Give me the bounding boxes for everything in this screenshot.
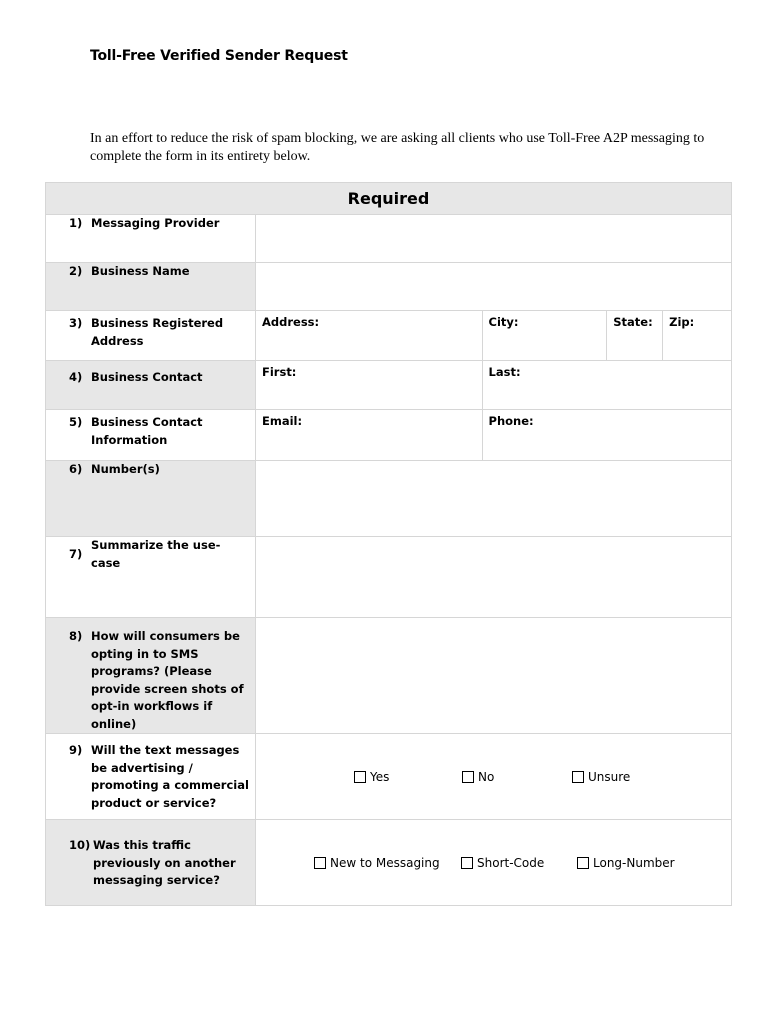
request-form-table (45, 182, 732, 906)
contact-information-cell (256, 410, 732, 461)
option-label: No (478, 770, 495, 784)
business-address-cell (256, 311, 732, 361)
option-label: Short-Code (477, 856, 545, 870)
option-no[interactable] (462, 770, 494, 784)
row-label-text: Was this traffic previously on another messaging service? (93, 838, 236, 887)
option-label: Unsure (588, 770, 631, 784)
row-label-business-name (46, 263, 256, 311)
checkbox-icon[interactable] (462, 771, 474, 783)
option-yes[interactable] (354, 770, 389, 784)
use-case-input[interactable] (256, 537, 732, 618)
zip-input[interactable]: Zip: (662, 311, 731, 360)
row-label-text: Messaging Provider (91, 216, 220, 230)
advertising-options-cell (256, 734, 732, 820)
email-input[interactable]: Email: (262, 414, 303, 428)
row-number: 7) (69, 546, 83, 561)
row-number: 2) (69, 264, 83, 278)
row-label-business-address (46, 311, 256, 361)
option-short-code[interactable] (461, 856, 544, 870)
intro-text: In an effort to reduce the risk of spam blocking, we are asking all clients who use Toll-Free A2P messaging to complete the form in its entirety below. (90, 131, 705, 164)
row-label-text: Business Registered Address (91, 316, 224, 348)
row-number: 3) (69, 316, 83, 330)
option-label: Long-Number (593, 856, 675, 870)
numbers-input[interactable] (256, 461, 732, 537)
option-long-number[interactable] (577, 856, 675, 870)
row-label-text: How will consumers be opting in to SMS programs? (Please provide screen shots of opt-in workflows if online) (91, 629, 244, 731)
option-new-to-messaging[interactable] (314, 856, 440, 870)
row-number: 10) (69, 838, 91, 852)
row-label-text: Number(s) (91, 462, 160, 476)
row-number: 6) (69, 462, 83, 476)
row-label-messaging-provider (46, 215, 256, 263)
address-input[interactable]: Address: (262, 315, 320, 329)
checkbox-icon[interactable] (354, 771, 366, 783)
last-name-input[interactable]: Last: (482, 361, 731, 409)
row-label-text: Business Contact (91, 370, 203, 384)
row-number: 5) (69, 415, 83, 429)
row-label-opt-in (46, 618, 256, 734)
row-label-text: Will the text messages be advertising / promoting a commercial product or service? (91, 743, 249, 810)
city-input[interactable]: City: (482, 311, 607, 360)
row-number: 4) (69, 370, 83, 384)
row-label-text: Summarize the use-case (91, 538, 221, 570)
state-input[interactable]: State: (606, 311, 662, 360)
checkbox-icon[interactable] (314, 857, 326, 869)
checkbox-icon[interactable] (577, 857, 589, 869)
row-label-numbers (46, 461, 256, 537)
checkbox-icon[interactable] (461, 857, 473, 869)
row-label-text: Business Contact Information (91, 415, 203, 447)
option-label: Yes (370, 770, 390, 784)
row-label-text: Business Name (91, 264, 190, 278)
phone-input[interactable]: Phone: (482, 410, 731, 460)
row-label-use-case (46, 537, 256, 618)
previous-traffic-options-cell (256, 820, 732, 906)
first-name-input[interactable]: First: (262, 365, 297, 379)
row-label-contact-information (46, 410, 256, 461)
option-label: New to Messaging (330, 856, 440, 870)
row-number: 9) (69, 743, 83, 757)
checkbox-icon[interactable] (572, 771, 584, 783)
messaging-provider-input[interactable] (256, 215, 732, 263)
business-name-input[interactable] (256, 263, 732, 311)
row-label-business-contact (46, 361, 256, 410)
document-title: Toll-Free Verified Sender Request (90, 48, 348, 64)
row-label-previous-traffic (46, 820, 256, 906)
business-contact-cell (256, 361, 732, 410)
required-header: Required (46, 183, 732, 215)
option-unsure[interactable] (572, 770, 630, 784)
opt-in-input[interactable] (256, 618, 732, 734)
row-number: 8) (69, 629, 83, 643)
row-label-advertising (46, 734, 256, 820)
row-number: 1) (69, 216, 83, 230)
